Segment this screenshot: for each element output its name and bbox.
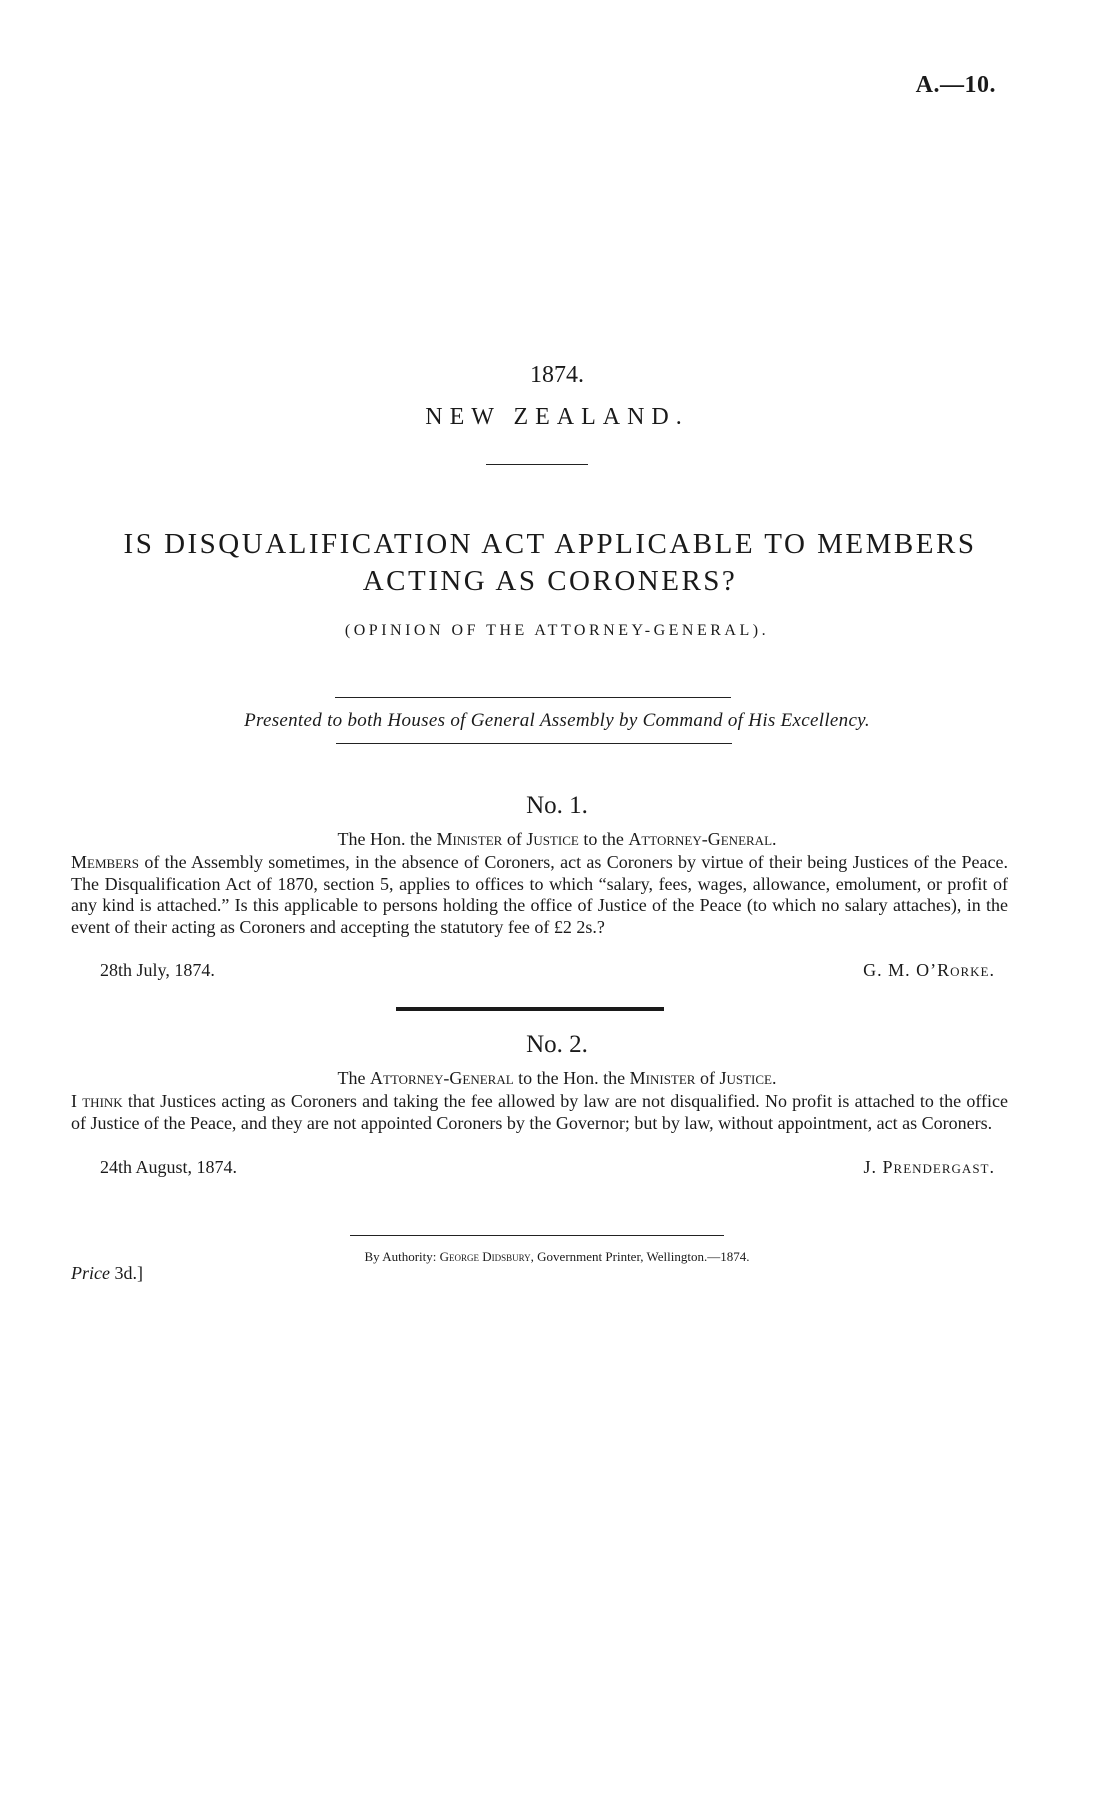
- footer-divider: [350, 1235, 724, 1236]
- section-1-body-text: of the Assembly sometimes, in the absence of Coroners, act as Coroners by virtue of their being Justices of the Peace. The Disqualification Act of 1870, section 5, applies to offices to which “salary, fees, wages, allowance, emolument, or profit of any kind is attached.” Is this applicable to persons holding the office of Justice of the Peace (to which no salary attaches), in the event of their acting as Coroners and accepting the statutory fee of £2 2s.?: [71, 852, 1008, 937]
- printer-name: George Didsbury: [439, 1249, 531, 1264]
- subtitle: (OPINION OF THE ATTORNEY-GENERAL).: [344, 622, 770, 639]
- divider-short: [486, 464, 588, 465]
- section-1-number: No. 1.: [526, 792, 588, 819]
- section-1-lead-word: Members: [71, 852, 140, 872]
- section-1-body: [71, 852, 1008, 938]
- section-2-number: No. 2.: [526, 1031, 588, 1058]
- section-2-body-text: that Justices acting as Coroners and taking the fee allowed by law are not disqualified. No profit is attached to the office of Justice of the Peace, and they are not appointed Coroners by the Governor; but by law, without appointment, act as Coroners.: [71, 1091, 1009, 1133]
- title-line-1: IS DISQUALIFICATION ACT APPLICABLE TO MEMBERS: [123, 528, 977, 560]
- section-divider: [396, 1007, 664, 1011]
- section-2-body: [71, 1091, 1008, 1134]
- section-2-lead-word: I think: [71, 1091, 123, 1111]
- divider-below-presented: [336, 743, 732, 744]
- divider-above-presented: [335, 697, 731, 698]
- country: NEW ZEALAND.: [425, 404, 689, 430]
- section-2-heading: The Attorney-General to the Hon. the Minister of Justice.: [337, 1068, 777, 1088]
- presented-line: Presented to both Houses of General Assembly by Command of His Excellency.: [244, 710, 870, 731]
- price-label: Price: [71, 1263, 110, 1283]
- page-code: A.—10.: [915, 72, 996, 98]
- printer-authority: By Authority: George Didsbury, Government Printer, Wellington.—1874.: [364, 1249, 750, 1264]
- section-1-date: 28th July, 1874.: [100, 960, 215, 980]
- document-title: [100, 526, 1000, 600]
- section-2-signature: J. Prendergast.: [863, 1157, 995, 1177]
- section-1-signature: G. M. O’Rorke.: [863, 960, 995, 980]
- title-line-2: ACTING AS CORONERS?: [362, 565, 738, 597]
- section-2-date: 24th August, 1874.: [100, 1157, 238, 1177]
- price-value: 3d.]: [109, 1263, 143, 1283]
- section-1-heading: The Hon. the Minister of Justice to the Attorney-General.: [337, 829, 777, 849]
- price: [71, 1263, 143, 1284]
- year: 1874.: [530, 362, 584, 388]
